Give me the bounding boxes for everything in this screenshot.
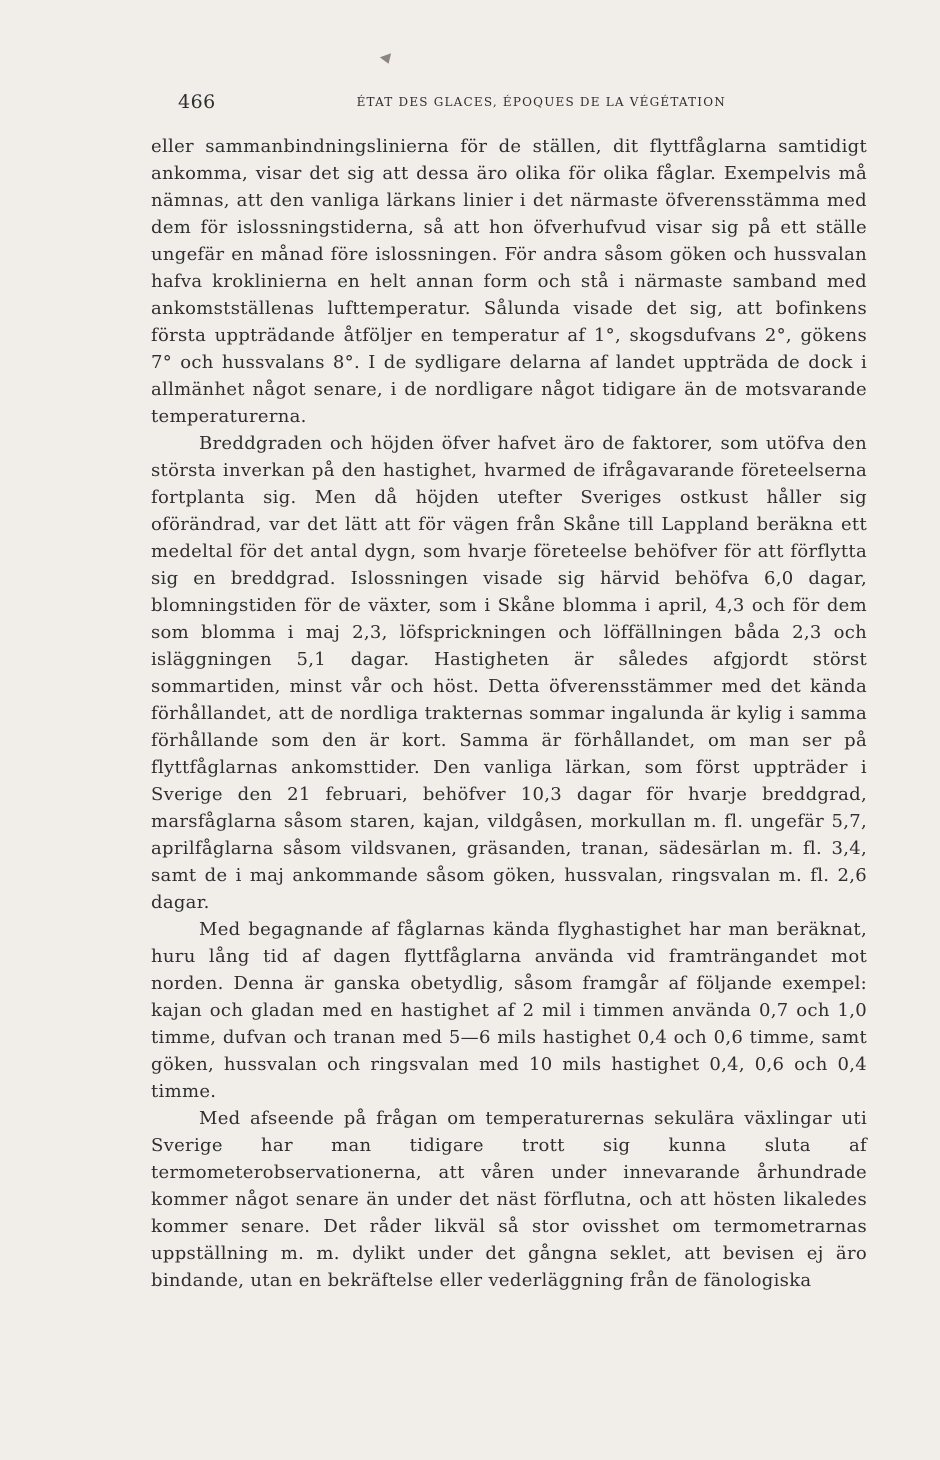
paragraph: Med begagnande af fåglarnas kända flyghastighet har man beräknat, huru lång tid af dagen flyttfåglarna använda vid framträngandet mot norden. Denna är ganska obetydlig, såsom framgår af följande exempel: kajan och gladan med en hastighet af 2 mil i timmen använda 0,7 och 1,0 timme, dufvan och tranan med 5—6 mils hastighet 0,4 och 0,6 timme, samt göken, hussvalan och ringsvalan med 10 mils hastighet 0,4, 0,6 och 0,4 timme. — [151, 919, 867, 1102]
page-number: 466 — [178, 91, 216, 113]
paragraph: Breddgraden och höjden öfver hafvet äro de faktorer, som utöfva den största inverkan på den hastighet, hvarmed de ifrågavarande företeelserna fortplanta sig. Men då höjden utefter Sveriges ostkust håller sig oförändrad, var det lätt att för vägen från Skåne till Lappland beräkna ett medeltal för det antal dygn, som hvarje företeelse behöfver för att förflytta sig en breddgrad. Islossningen visade sig härvid behöfva 6,0 dagar, blomningstiden för de växter, som i Skåne blomma i april, 4,3 och för dem som blomma i maj 2,3, löfsprickningen och löffällningen båda 2,3 och isläggningen 5,1 dagar. Hastigheten är således afgjordt störst sommartiden, minst vår och höst. Detta öfverensstämmer med det kända förhållandet, att de nordliga trakternas sommar ingalunda är kylig i samma förhållande som den är kort. Samma är förhållandet, om man ser på flyttfåglarnas ankomsttider. Den vanliga lärkan, som först uppträder i Sverige den 21 februari, behöfver 10,3 dagar för hvarje breddgrad, marsfåglarna såsom staren, kajan, vildgåsen, morkullan m. fl. ungefär 5,7, aprilfåglarna såsom vildsvanen, gräsanden, tranan, sädesärlan m. fl. 3,4, samt de i maj ankommande såsom göken, hussvalan, ringsvalan m. fl. 2,6 dagar. — [151, 433, 867, 913]
body-text — [151, 133, 867, 1294]
page-header — [178, 91, 726, 115]
paragraph: Med afseende på frågan om temperaturernas sekulära växlingar uti Sverige har man tidigare trott sig kunna sluta af termometerobservationerna, att våren under innevarande århundrade kommer något senare än under det näst förflutna, och att hösten likaledes kommer senare. Det råder likväl så stor ovisshet om termometrarnas uppställning m. m. dylikt under det gångna seklet, att bevisen ej äro bindande, utan en bekräftelse eller vederläggning från de fänologiska — [151, 1108, 867, 1291]
paragraph: eller sammanbindningslinierna för de ställen, dit flyttfåglarna samtidigt ankomma, visar det sig att dessa äro olika för olika fåglar. Exempelvis må nämnas, att den vanliga lärkans linier i det närmaste öfverensstämma med dem för islossningstiderna, så att hon öfverhufvud visar sig på ett ställe ungefär en månad före islossningen. För andra såsom göken och hussvalan hafva kroklinierna en helt annan form och stå i närmaste samband med ankomstställenas lufttemperatur. Sålunda visade det sig, att bofinkens första uppträdande åtföljer en temperatur af 1°, skogsdufvans 2°, gökens 7° och hussvalans 8°. I de sydligare delarna af landet uppträda de dock i allmänhet något senare, i de nordligare något tidigare än de motsvarande temperaturerna. — [151, 136, 867, 427]
printer-mark-icon — [380, 53, 394, 66]
running-title: ÉTAT DES GLACES, ÉPOQUES DE LA VÉGÉTATION — [356, 95, 726, 109]
